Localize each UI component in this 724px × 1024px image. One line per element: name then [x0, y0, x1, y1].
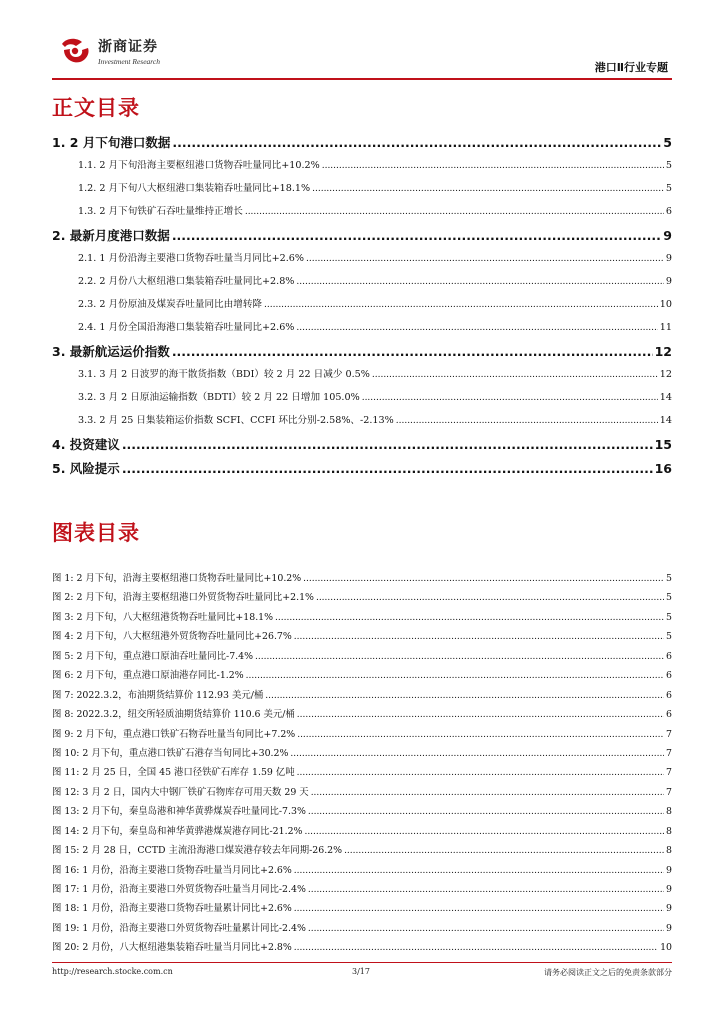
- figure-entry[interactable]: [52, 706, 672, 725]
- figure-entry-label: 图 3: 2 月下旬，八大枢纽港货物吞吐量同比+18.1%: [52, 611, 274, 623]
- toc-section-entry-page: 9: [663, 228, 672, 243]
- figure-entry-page: 8: [666, 845, 672, 857]
- dot-leader: [308, 807, 664, 817]
- figure-entry-label: 图 2: 2 月下旬，沿海主要枢纽港口外贸货物吞吐量同比+2.1%: [52, 592, 314, 604]
- dot-leader: [316, 593, 664, 603]
- figure-entry[interactable]: [52, 726, 672, 745]
- toc-subsection-entry[interactable]: [52, 180, 672, 203]
- dot-leader: [294, 866, 664, 876]
- figure-entry[interactable]: [52, 881, 672, 900]
- toc-subsection-entry[interactable]: [52, 157, 672, 180]
- footer-divider: [52, 962, 672, 963]
- report-category: 港口Ⅱ行业专题: [594, 61, 668, 74]
- dot-leader: [294, 943, 658, 953]
- toc-subsection-entry[interactable]: [52, 203, 672, 226]
- toc-subsection-entry-page: 9: [665, 276, 672, 287]
- toc-section-entry[interactable]: [52, 459, 672, 483]
- dot-leader: [311, 788, 664, 798]
- dot-leader: [306, 254, 664, 264]
- figure-entry-label: 图 9: 2 月下旬，重点港口铁矿石物吞吐量当旬同比+7.2%: [52, 728, 296, 740]
- figure-entry-page: 6: [666, 709, 672, 721]
- toc-subsection-entry-label: 2.1. 1 月份沿海主要港口货物吞吐量当月同比+2.6%: [78, 253, 305, 264]
- toc-title: 正文目录: [52, 96, 140, 120]
- toc-section-entry[interactable]: [52, 133, 672, 157]
- figures-title: 图表目录: [52, 521, 140, 545]
- toc-section-entry[interactable]: [52, 435, 672, 459]
- table-of-contents: [52, 133, 672, 483]
- figure-entry[interactable]: [52, 609, 672, 628]
- figure-entry-page: 8: [666, 825, 672, 837]
- figure-entry-page: 5: [666, 631, 672, 643]
- list-of-figures: [52, 570, 672, 959]
- figure-entry[interactable]: [52, 589, 672, 608]
- toc-section-entry-page: 16: [654, 461, 672, 476]
- toc-subsection-entry-page: 5: [665, 160, 672, 171]
- toc-section-entry-page: 5: [663, 135, 672, 150]
- figure-entry-label: 图 8: 2022.3.2，纽交所轻质油期货结算价 110.6 美元/桶: [52, 709, 295, 721]
- dot-leader: [312, 184, 664, 194]
- header-divider: [52, 78, 672, 80]
- zheshang-logo-icon: [58, 36, 92, 66]
- figure-entry-label: 图 14: 2 月下旬，秦皇岛和神华黄骅港煤炭港存同比-21.2%: [52, 825, 303, 837]
- toc-subsection-entry[interactable]: [52, 319, 672, 342]
- figure-entry[interactable]: [52, 920, 672, 939]
- figure-entry[interactable]: [52, 667, 672, 686]
- figure-entry-label: 图 11: 2 月 25 日，全国 45 港口径铁矿石库存 1.59 亿吨: [52, 767, 295, 779]
- figure-entry-label: 图 7: 2022.3.2，布油期货结算价 112.93 美元/桶: [52, 689, 264, 701]
- toc-subsection-entry[interactable]: [52, 296, 672, 319]
- figure-entry-page: 7: [666, 728, 672, 740]
- figure-entry-label: 图 18: 1 月份，沿海主要港口货物吞吐量累计同比+2.6%: [52, 903, 292, 915]
- toc-subsection-entry[interactable]: [52, 250, 672, 273]
- logo-en-text: Investment Research: [98, 57, 160, 66]
- figure-entry[interactable]: [52, 745, 672, 764]
- footer-disclaimer: 请务必阅读正文之后的免责条款部分: [544, 968, 672, 977]
- toc-subsection-entry[interactable]: [52, 273, 672, 296]
- figure-entry[interactable]: [52, 862, 672, 881]
- company-logo: [58, 36, 160, 66]
- figure-entry-label: 图 4: 2 月下旬，八大枢纽港外贸货物吞吐量同比+26.7%: [52, 631, 292, 643]
- dot-leader: [122, 461, 653, 476]
- footer-url[interactable]: http://research.stocke.com.cn: [52, 967, 173, 976]
- figure-entry[interactable]: [52, 939, 672, 958]
- dot-leader: [304, 827, 664, 837]
- figure-entry[interactable]: [52, 648, 672, 667]
- dot-leader: [246, 671, 664, 681]
- toc-subsection-entry-page: 6: [665, 206, 672, 217]
- dot-leader: [294, 632, 664, 642]
- figure-entry-label: 图 17: 1 月份，沿海主要港口外贸货物吞吐量当月同比-2.4%: [52, 884, 306, 895]
- figure-entry-page: 5: [666, 611, 672, 623]
- dot-leader: [245, 207, 664, 217]
- toc-section-entry-page: 15: [654, 437, 672, 452]
- dot-leader: [297, 768, 664, 778]
- toc-subsection-entry-label: 1.2. 2 月下旬八大枢纽港口集装箱吞吐量同比+18.1%: [78, 183, 311, 194]
- toc-section-entry-label: 3. 最新航运运价指数: [52, 344, 170, 359]
- dot-leader: [172, 344, 653, 359]
- toc-subsection-entry-page: 14: [659, 415, 672, 426]
- figure-entry-label: 图 12: 3 月 2 日，国内大中钢厂铁矿石物库存可用天数 29 天: [52, 786, 309, 798]
- toc-subsection-entry-label: 3.2. 3 月 2 日原油运输指数（BDTI）较 2 月 22 日增加 105.0%: [78, 392, 360, 403]
- figure-entry[interactable]: [52, 784, 672, 803]
- figure-entry-label: 图 19: 1 月份，沿海主要港口外贸货物吞吐量累计同比-2.4%: [52, 922, 306, 934]
- dot-leader: [362, 393, 658, 403]
- toc-subsection-entry-label: 3.1. 3 月 2 日波罗的海干散货指数（BDI）较 2 月 22 日减少 0.5%: [78, 369, 370, 380]
- dot-leader: [297, 710, 664, 720]
- toc-subsection-entry-label: 3.3. 2 月 25 日集装箱运价指数 SCFI、CCFI 环比分别-2.58%、-2.13%: [78, 415, 394, 426]
- toc-subsection-entry-label: 2.2. 2 月份八大枢纽港口集装箱吞吐量同比+2.8%: [78, 276, 295, 287]
- dot-leader: [264, 300, 658, 310]
- toc-section-entry[interactable]: [52, 226, 672, 250]
- figure-entry-page: 9: [666, 903, 672, 915]
- figure-entry-page: 8: [666, 806, 672, 818]
- figure-entry-label: 图 15: 2 月 28 日，CCTD 主流沿海港口煤炭港存较去年同期-26.2%: [52, 845, 343, 857]
- toc-subsection-entry-page: 5: [665, 183, 672, 194]
- page-header: [0, 0, 724, 80]
- figure-entry-label: 图 16: 1 月份，沿海主要港口货物吞吐量当月同比+2.6%: [52, 864, 292, 876]
- figure-entry[interactable]: [52, 823, 672, 842]
- dot-leader: [296, 323, 657, 333]
- toc-subsection-entry[interactable]: [52, 389, 672, 412]
- figure-entry-page: 9: [666, 864, 672, 876]
- figure-entry[interactable]: [52, 842, 672, 861]
- dot-leader: [303, 574, 664, 584]
- toc-subsection-entry-page: 11: [659, 322, 672, 333]
- toc-subsection-entry-page: 10: [659, 299, 672, 310]
- figure-entry-label: 图 6: 2 月下旬，重点港口原油港存同比-1.2%: [52, 670, 244, 682]
- figure-entry[interactable]: [52, 570, 672, 589]
- dot-leader: [275, 613, 664, 623]
- figure-entry-page: 6: [666, 670, 672, 682]
- figure-entry-label: 图 20: 2 月份，八大枢纽港集装箱吞吐量当月同比+2.8%: [52, 942, 292, 954]
- page-number: 3/17: [352, 967, 370, 976]
- dot-leader: [265, 691, 664, 701]
- dot-leader: [322, 161, 664, 171]
- dot-leader: [122, 437, 653, 452]
- toc-section-entry-label: 4. 投资建议: [52, 437, 120, 452]
- figure-entry-page: 6: [666, 689, 672, 701]
- dot-leader: [344, 846, 664, 856]
- figure-entry-page: 10: [660, 942, 672, 954]
- dot-leader: [172, 228, 661, 243]
- toc-section-entry-label: 1. 2 月下旬港口数据: [52, 135, 171, 150]
- figure-entry[interactable]: [52, 687, 672, 706]
- figure-entry-label: 图 10: 2 月下旬，重点港口铁矿石港存当旬同比+30.2%: [52, 747, 289, 759]
- toc-subsection-entry-label: 1.3. 2 月下旬铁矿石吞吐量维持正增长: [78, 206, 243, 217]
- figure-entry-page: 5: [666, 573, 672, 584]
- toc-section-entry[interactable]: [52, 342, 672, 366]
- dot-leader: [255, 652, 664, 662]
- dot-leader: [290, 749, 664, 759]
- logo-cn-text: 浙商证券: [98, 39, 158, 55]
- toc-subsection-entry-page: 9: [665, 253, 672, 264]
- figure-entry[interactable]: [52, 628, 672, 647]
- toc-subsection-entry-label: 2.4. 1 月份全国沿海港口集装箱吞吐量同比+2.6%: [78, 322, 295, 333]
- toc-section-entry-label: 2. 最新月度港口数据: [52, 228, 170, 243]
- figure-entry-page: 7: [666, 747, 672, 759]
- toc-section-entry-page: 12: [654, 344, 672, 359]
- dot-leader: [372, 370, 658, 380]
- figure-entry-label: 图 13: 2 月下旬，秦皇岛港和神华黄骅煤炭吞吐量同比-7.3%: [52, 806, 306, 818]
- figure-entry[interactable]: [52, 764, 672, 783]
- toc-subsection-entry-page: 14: [659, 392, 672, 403]
- figure-entry-page: 9: [666, 922, 672, 934]
- figure-entry[interactable]: [52, 803, 672, 822]
- dot-leader: [296, 277, 663, 287]
- toc-section-entry-label: 5. 风险提示: [52, 461, 120, 476]
- dot-leader: [308, 885, 664, 895]
- figure-entry-label: 图 5: 2 月下旬，重点港口原油吞吐量同比-7.4%: [52, 650, 254, 662]
- figure-entry-page: 7: [666, 767, 672, 779]
- toc-subsection-entry[interactable]: [52, 412, 672, 435]
- figure-entry-label: 图 1: 2 月下旬，沿海主要枢纽港口货物吞吐量同比+10.2%: [52, 573, 302, 584]
- toc-subsection-entry-label: 1.1. 2 月下旬沿海主要枢纽港口货物吞吐量同比+10.2%: [78, 160, 320, 171]
- figure-entry-page: 5: [666, 592, 672, 604]
- figure-entry-page: 9: [666, 884, 672, 895]
- toc-subsection-entry-label: 2.3. 2 月份原油及煤炭吞吐量同比由增转降: [78, 299, 263, 310]
- toc-subsection-entry[interactable]: [52, 366, 672, 389]
- figure-entry-page: 6: [666, 650, 672, 662]
- dot-leader: [172, 135, 661, 150]
- toc-subsection-entry-page: 12: [659, 369, 672, 380]
- dot-leader: [294, 904, 664, 914]
- dot-leader: [308, 924, 664, 934]
- figure-entry-page: 7: [666, 786, 672, 798]
- dot-leader: [297, 730, 664, 740]
- figure-entry[interactable]: [52, 900, 672, 919]
- dot-leader: [396, 416, 658, 426]
